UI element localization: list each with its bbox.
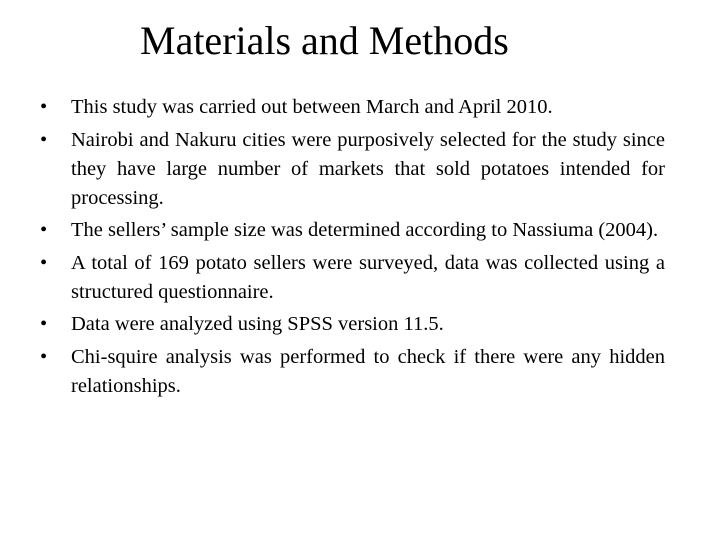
bullet-icon: • <box>40 251 48 274</box>
bullet-icon: • <box>40 128 48 151</box>
bullet-text: The sellers’ sample size was determined according to Nassiuma (2004). <box>71 219 659 241</box>
bullet-item <box>40 93 665 122</box>
bullet-list <box>40 93 665 404</box>
bullet-item <box>40 310 665 339</box>
bullet-item <box>40 343 665 401</box>
bullet-item <box>40 249 665 307</box>
slide-title: Materials and Methods <box>140 18 509 63</box>
bullet-item <box>40 126 665 213</box>
bullet-text: This study was carried out between March and April 2010. <box>71 96 553 118</box>
bullet-text: Data were analyzed using SPSS version 11.5. <box>71 313 444 335</box>
bullet-icon: • <box>40 313 48 335</box>
bullet-icon: • <box>40 219 48 241</box>
bullet-icon: • <box>40 96 48 118</box>
bullet-text: Nairobi and Nakuru cities were purposively selected for the study since they have large number of markets that sold potatoes intended for processing. <box>71 128 665 209</box>
bullet-item <box>40 216 665 245</box>
bullet-text: Chi-squire analysis was performed to check if there were any hidden relationships. <box>71 345 665 397</box>
bullet-text: A total of 169 potato sellers were surveyed, data was collected using a structured questionnaire. <box>71 251 665 303</box>
bullet-icon: • <box>40 345 48 368</box>
